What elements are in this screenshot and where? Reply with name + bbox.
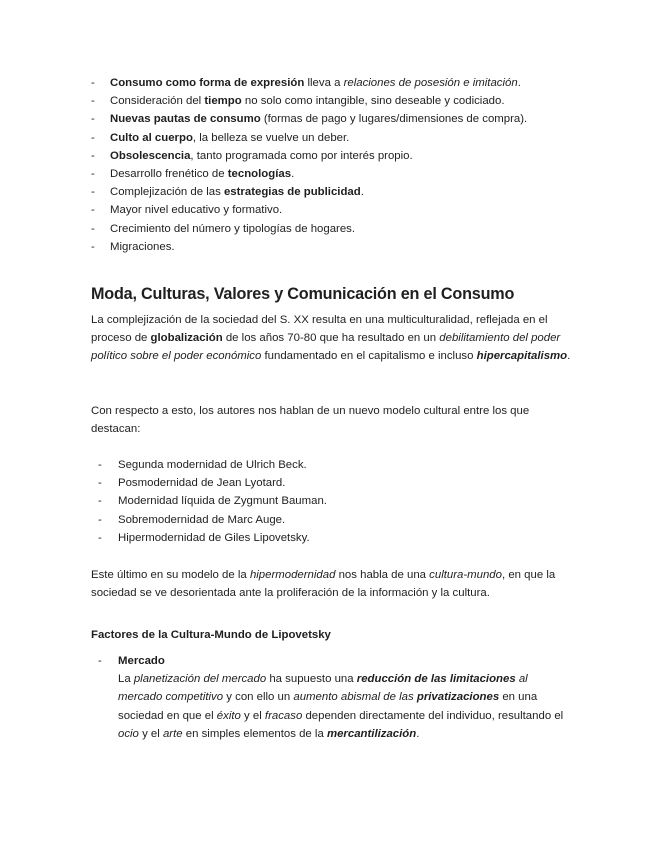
list-dash: - <box>91 186 95 199</box>
list-item-text: Consideración del tiempo no solo como intangible, sino deseable y codiciado. <box>110 95 505 108</box>
list-item <box>98 456 327 474</box>
list-item <box>91 220 527 238</box>
list-item <box>98 492 327 510</box>
list-dash: - <box>91 168 95 181</box>
list-dash: - <box>98 459 102 471</box>
list-dash: - <box>91 204 95 217</box>
list-item <box>91 92 527 110</box>
list-dash: - <box>98 531 102 544</box>
list-dash: - <box>91 113 95 126</box>
list-item <box>91 129 527 147</box>
list-dash: - <box>91 131 95 144</box>
list-item <box>98 529 327 547</box>
list-item-text: Complejización de las estrategias de publicidad. <box>110 186 364 199</box>
section-heading: Moda, Culturas, Valores y Comunicación en el Consumo <box>91 285 515 303</box>
list-item <box>98 511 327 529</box>
list-item-text: Nuevas pautas de consumo (formas de pago y lugares/dimensiones de compra). <box>110 113 528 126</box>
consumer-trends-list <box>91 74 527 256</box>
list-item <box>91 147 527 165</box>
list-item <box>98 474 327 492</box>
list-dash: - <box>91 222 95 235</box>
list-item-text: Modernidad líquida de Zygmunt Bauman. <box>118 495 327 508</box>
list-item <box>91 165 527 183</box>
list-item <box>91 110 527 128</box>
list-item <box>91 201 527 219</box>
factors-subheading: Factores de la Cultura-Mundo de Lipovetsky <box>91 629 331 641</box>
list-item-text: Crecimiento del número y tipologías de hogares. <box>110 222 356 235</box>
list-item-text: Obsolescencia, tanto programada como por interés propio. <box>110 149 413 162</box>
list-dash: - <box>98 477 102 490</box>
list-item-text: Culto al cuerpo, la belleza se vuelve un deber. <box>110 131 350 144</box>
cultural-models-list <box>98 456 327 547</box>
paragraph-hypermodernity: Este último en su modelo de la hipermodernidad nos habla de una cultura-mundo, en que la sociedad se ve desorientada ante la proliferación de la información y la cultura. <box>91 569 556 600</box>
list-dash: - <box>91 240 95 253</box>
list-item-text: Consumo como forma de expresión lleva a relaciones de posesión e imitación. <box>110 77 521 89</box>
list-item <box>91 183 527 201</box>
list-dash: - <box>91 77 95 89</box>
paragraph-cultural-models-intro: Con respecto a esto, los autores nos hablan de un nuevo modelo cultural entre los que destacan: <box>91 405 530 436</box>
list-item-text: Sobremodernidad de Marc Auge. <box>118 513 286 526</box>
list-dash: - <box>91 149 95 162</box>
list-item-text: Posmodernidad de Jean Lyotard. <box>118 477 286 490</box>
list-item-text: Desarrollo frenético de tecnologías. <box>110 168 295 181</box>
paragraph-globalization: La complejización de la sociedad del S. XX resulta en una multiculturalidad, reflejada en el proceso de globalización de los años 70-80 que ha resultado en un debilitamiento del poder político sobre el poder económico fundamentado en el capitalismo e incluso hipercapitalismo. <box>91 314 571 363</box>
list-item <box>91 238 527 256</box>
list-dash: - <box>91 95 95 108</box>
list-item-text: Migraciones. <box>110 240 175 253</box>
list-item-text: Mayor nivel educativo y formativo. <box>110 204 283 217</box>
list-dash: - <box>98 495 102 508</box>
mercado-title: Mercado <box>118 655 165 667</box>
list-item-text: Segunda modernidad de Ulrich Beck. <box>118 459 307 471</box>
list-dash: - <box>98 655 102 667</box>
list-dash: - <box>98 513 102 526</box>
mercado-description: La planetización del mercado ha supuesto una reducción de las limitaciones al mercado competitivo y con ello un aumento abismal de las privatizaciones en una sociedad en que el éxito y el fracaso dependen directamente del individuo, resultando el ocio y el arte en simples elementos de la mercantilización. <box>118 673 564 740</box>
list-item <box>91 74 527 92</box>
list-item-text: Hipermodernidad de Giles Lipovetsky. <box>118 531 310 544</box>
